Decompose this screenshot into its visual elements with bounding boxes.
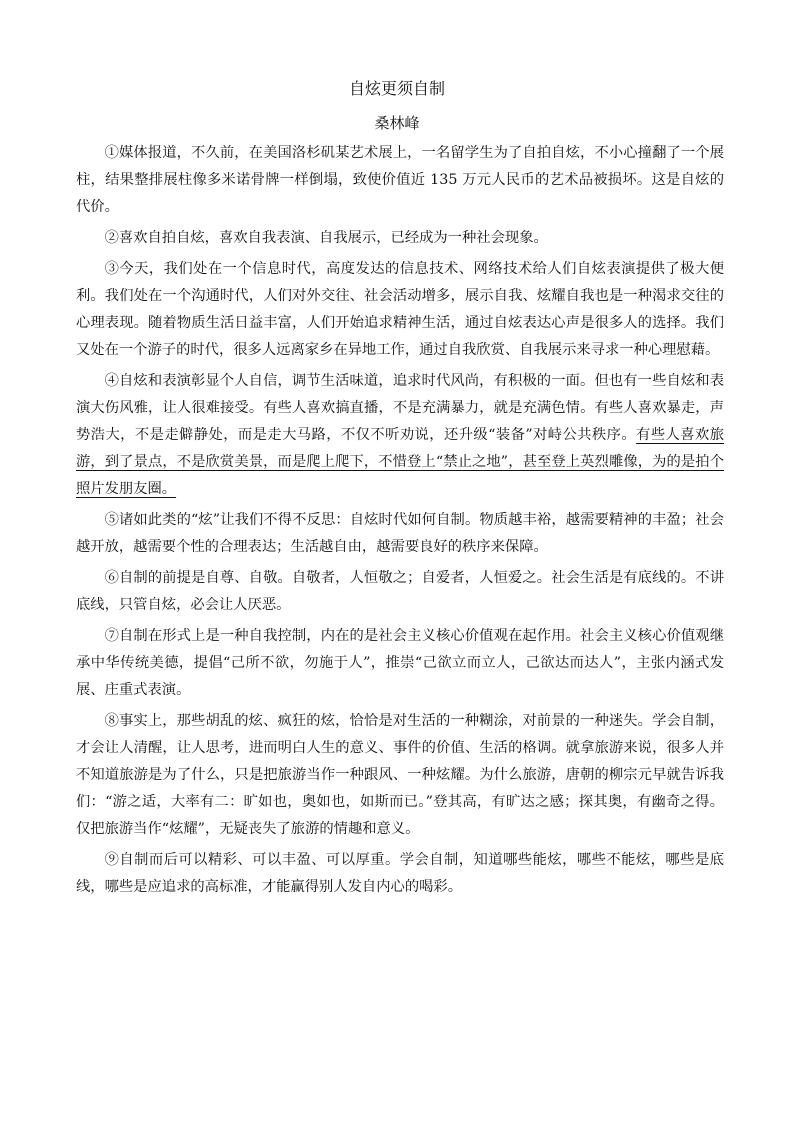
paragraph-5-text: ⑤诸如此类的“炫”让我们不得不反思：自炫时代如何自制。物质越丰裕，越需要精神的丰盈；社会越开放，越需要个性的合理表达；生活越自由，越需要良好的秩序来保障。: [76, 512, 724, 555]
paragraph-8-text: ⑧事实上，那些胡乱的炫、疯狂的炫，恰恰是对生活的一种糊涂，对前景的一种迷失。学会自制，才会让人清醒，让人思考，进而明白人生的意义、事件的价值、生活的格调。就拿旅游来说，很多人并不知道旅游是为了什么，只是把旅游当作一种跟风、一种炫耀。为什么旅游，唐朝的柳宗元早就告诉我们：“游之适，大率有二：旷如也，奥如也，如斯而已。”登其高，有旷达之感；探其奥，有幽奇之得。仅把旅游当作“炫耀”，无疑丧失了旅游的情趣和意义。: [76, 713, 724, 837]
paragraph-5: [76, 507, 724, 561]
article-author: 桑林峰: [374, 114, 420, 132]
paragraph-4-underlined-text: 有些人喜欢旅游，到了景点，不是欣赏美景，而是爬上爬下，不惜登上“禁止之地”，甚至登上英烈雕像，为的是拍个照片发朋友圈。: [76, 427, 724, 497]
paragraph-8: [76, 708, 724, 843]
paragraph-7-text: ⑦自制在形式上是一种自我控制，内在的是社会主义核心价值观在起作用。社会主义核心价值观继承中华传统美德，提倡“己所不欲，勿施于人”，推崇“己欲立而立人，己欲达而达人”，主张内涵式发展、庄重式表演。: [76, 628, 724, 698]
paragraph-2-text: ②喜欢自拍自炫，喜欢自我表演、自我展示，已经成为一种社会现象。: [104, 230, 548, 246]
paragraph-6-text: ⑥自制的前提是自尊、自敬。自敬者，人恒敬之；自爱者，人恒爱之。社会生活是有底线的。不讲底线，只管自炫，必会让人厌恶。: [76, 570, 724, 613]
paragraph-2: [76, 225, 724, 252]
article-body: [76, 140, 724, 905]
paragraph-9: [76, 847, 724, 901]
paragraph-4: [76, 368, 724, 503]
paragraph-3: [76, 256, 724, 364]
paragraph-3-text: ③今天，我们处在一个信息时代，高度发达的信息技术、网络技术给人们自炫表演提供了极大便利。我们处在一个沟通时代，人们对外交往、社会活动增多，展示自我、炫耀自我也是一种渴求交往的心理表现。随着物质生活日益丰富，人们开始追求精神生活，通过自炫表达心声是很多人的选择。我们又处在一个游子的时代，很多人远离家乡在异地工作，通过自我欣赏、自我展示来寻求一种心理慰藉。: [76, 261, 724, 358]
paragraph-1-text: ①媒体报道，不久前，在美国洛杉矶某艺术展上，一名留学生为了自拍自炫，不小心撞翻了一个展柱，结果整排展柱像多米诺骨牌一样倒塌，致使价值近 135 万元人民币的艺术品被损坏。这是自炫的代价。: [76, 145, 724, 215]
paragraph-4-text: ④自炫和表演彰显个人自信，调节生活味道，追求时代风尚，有积极的一面。但也有一些自炫和表演大伤风雅，让人很难接受。有些人喜欢搞直播，不是充满暴力，就是充满色情。有些人喜欢暴走，声势浩大，不是走僻静处，而是走大马路，不仅不听劝说，还升级“装备”对峙公共秩序。: [76, 373, 724, 443]
paragraph-6: [76, 565, 724, 619]
paragraph-1: [76, 140, 724, 221]
paragraph-9-text: ⑨自制而后可以精彩、可以丰盈、可以厚重。学会自制，知道哪些能炫，哪些不能炫，哪些是底线，哪些是应追求的高标准，才能赢得别人发自内心的喝彩。: [76, 852, 724, 895]
paragraph-7: [76, 623, 724, 704]
article-title: 自炫更须自制: [348, 79, 445, 98]
